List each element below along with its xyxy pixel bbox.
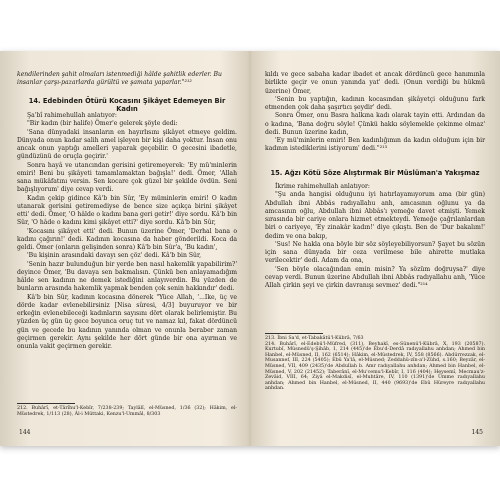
paragraph: 'Sana dünyadaki insanların en hayırlısını şikâyet etmeye geldim. Dünyada onun kadar salih amel işleyen bir kişi daha yoktur. İnsan onu ancak onun yaptığı amelleri yaparak geçebilir. O gecesini ibadetle, gündüzünü de oruçla geçirir.' [17,128,237,161]
page-number: 145 [471,429,483,436]
paragraph: 'Sus! Ne hakla ona böyle bir söz söyleyebiliyorsun? Şayet bu sözün için sana dünyada bir ceza verilmese bile ahirette mutlaka verilecektir' dedi. Adam da ona, [265,240,485,265]
paragraph: Şa'bî rahimehullah anlatıyor: [27,112,117,119]
footnote: 213. İbni Sa'd, et-Tabakâtü'l-Kübrâ, 7/63 [265,336,364,341]
footnotes [17,406,237,417]
paragraph: 'Bu kişinin arasındaki davayı sen çöz' dedi. Kâ'b bin Sûr, [27,252,202,260]
section-heading: 15. Ağzı Kötü Söze Alıştırmak Bir Müslüman'a Yakışmaz [270,169,480,177]
footnotes [265,336,485,392]
paragraph: 'Senin hazır bulunduğun bir yerde ben nasıl hakemlik yapabilirim?' deyince Ömer, 'Bu davaya sen bakmalısın. Çünkü ben anlayamadığım hâlde sen kadının ne demek istediğini anlayıverdin. Bu yüzden de bunların arasında hakemlik yapmak benden çok senin hakkındır' dedi. [17,260,237,293]
body-text [265,71,485,154]
text-line: kendilerinden şahit olmaları istenmediği hâlde şahitlik ederler. Bu [17,71,222,78]
paragraph: 'Kocasını şikâyet etti' dedi. Bunun üzerine Ömer, 'Derhal bana o kadını çağırın!' dedi. Kadının kocasına da haber gönderildi. Koca da geldi. Ömer (onların gelişinden sonra) Kâ'b bin Sûr'a, 'Bu kadın', [17,227,237,251]
text-line: insanlar çarşı-pazarlarda gürültü ve şamata yaparlar."²¹² [17,79,192,87]
paragraph: İkrime rahimehullah anlatıyor: [275,183,370,190]
footnote-divider [17,403,75,404]
paragraph: Kadın çekip gidince Kâ'b bin Sûr, 'Ey müminlerin emiri! O kadın utanarak gerisini getiremediyse de bence size açıkça birini şikâyet etti' dedi. Ömer, 'O hâlde o kadını bana geri getir!' diye sordu. Kâ'b bin Sûr, 'O hâde o kadını kimi şikâyet etti?' diye sordu. Kâ'b bin Sûr, [17,194,237,227]
left-page [7,65,245,440]
paragraph: kıldı ve gece sabaha kadar ibadet et ancak dördüncü gece hanımınla birlikte geçir ve onun yanında yat' dedi. (Onun verdiği bu hükmü üzerine) Ömer, [265,71,485,95]
paragraph: 'Ey mü'minlerin emiri! Ben kadınlığımın da kadın olduğum için bir kadının istediklerini istiyorum' dedi."²¹³ [265,137,485,153]
footnote: 212. Buhârî, et-Târîhu'l-Kebîr, 7/238-239; Taylâlî, el-Müsned, 1/36 (32); Hâkim, el-Müstedrek, 1/113 (28), Âl-i Müttaki, Kenzu'l-Ummâl, 8/303 [17,406,237,417]
paragraph: 'Sen böyle olacağından emin misin? Ya sözüm doğruysa?' diye cevap verdi. Bunun üzerine Abdullah ibni Abbâs radıyallahu anh, 'Yüce Allah çirkin şeyi ve çirkin davranışı sevmez' dedi."²¹⁴ [265,265,485,289]
section-heading: 14. Edebinden Ötürü Kocasını Şikâyet Edemeyen Bir Kadın [28,97,226,113]
paragraph: Sonra Ömer, onu Basra halkına kadı olarak tayin etti. Ardından da o kadına, 'Bana doğru söyle! Çünkü hakkı söylemekle çekinme olmaz' dedi. Bunun üzerine kadın, [265,112,485,136]
open-book [0,51,500,446]
page-number: 144 [19,429,31,436]
paragraph: "Bir kadın (bir halife) Ömer'e gelerek şöyle dedi: [27,120,178,128]
footnote: 214. Buhârî, el-Edebü'l-Müfred, (311), Beyhakî, es-Sünenü'l-Kübrâ, X, 193 (20587). Kurtubî, Müsnedü'ş-Şihâb, 1, 214 (445)'de Ebu'd-Derdâ radıyallahu anhdan; Ahmed bin Hanbel, el-Müsned, II, 162 (6514); Hâkim, el-Müstedrek, IV, 558 (8566). Abdürrezzak, el-Musannef, III, 224 (5405); Ebû Ya'lâ, el-Müsned; Zeddahü-zîn-a'l-Zühd, s.160; Beyzâr, el-Müsned, VII, 409 (2435)'de Abdullah b. Amr radıyallahu anhdan; Ahmed bin Hanbel, el-Müsned, V, 202 (21452); Taberânî, el-Mu'cemu'l-Kebîr, I, 116 (404); Heysemî, Mecmau'z-Zevâid, VIII, 64; Ziyâ el-Makdisî, el-Muhtâre, IV, 110 (1391)'de Ümme radıyallahu anhdan; Ahmed bin Hanbel, el-Müsned, II, 440 (9693)'de Ebû Hüreyre radıyallahu anhdan. [265,341,485,392]
paragraph: Kâ'b bin Sûr, kadının kocasına dönerek "Yüce Allah, '...Ike, üç ve dörde kadar evlenebilirsiniz [Nisa sûresi, 4/3] buyuruyor ve bir erkeğin evlenebileceği kadınların sayısını dört olarak belirlemiştir. Bu yüzden üç gün üç gece boyunca oruç tut ve namaz kıl, fakat dördüncü gün ve gecede bu kadının yanında olman ve onunla beraber zaman geçirmen gerekir. Aynı şekilde her dört günde bir ona ayırman ve onunla vakit geçirmen gerekir. [17,293,237,350]
body-text [17,112,237,351]
top-continuation-text [17,71,237,88]
paragraph: 'Senin bu yaptığın, kadının kocasından şikâyetçi olduğunu fark etmenden çok daha şaşırtıcı şeydir' dedi. [265,95,485,111]
paragraph: Sonra hayâ ve utancından gerisini getiremeyerek: 'Ey mü'minlerin emiri! Beni bu şikâyeti tamamlamaktan bağışla!' dedi. Ömer, 'Allah sana mükâfatını versin. Sen kocare çok güzel bir şekilde övdün. Seni bağışlıyorum' diye cevap verdi. [17,161,237,194]
body-text-2 [265,183,485,290]
paragraph: "Şu anda hangisi olduğunu iyi hatırlayamıyorum ama (bir gün) Abdullah ibni Abbâs radıyallahu anh, amcasının oğlunu ya da amcasının oğlu, Abdullah ibni Abbâs'ı yemeğe davet etmişti. Yemek sırasında bir cariye onlara hizmet etmekteydi. Yemeğe çağrılanlardan biri o cariyeye, 'Ey zinakâr kadın!' diye çıkıştı. Ben de 'Dur bakalım!' dedim ve ona bakıp, [265,191,485,240]
footnote-divider [265,333,323,334]
right-page [255,65,493,440]
